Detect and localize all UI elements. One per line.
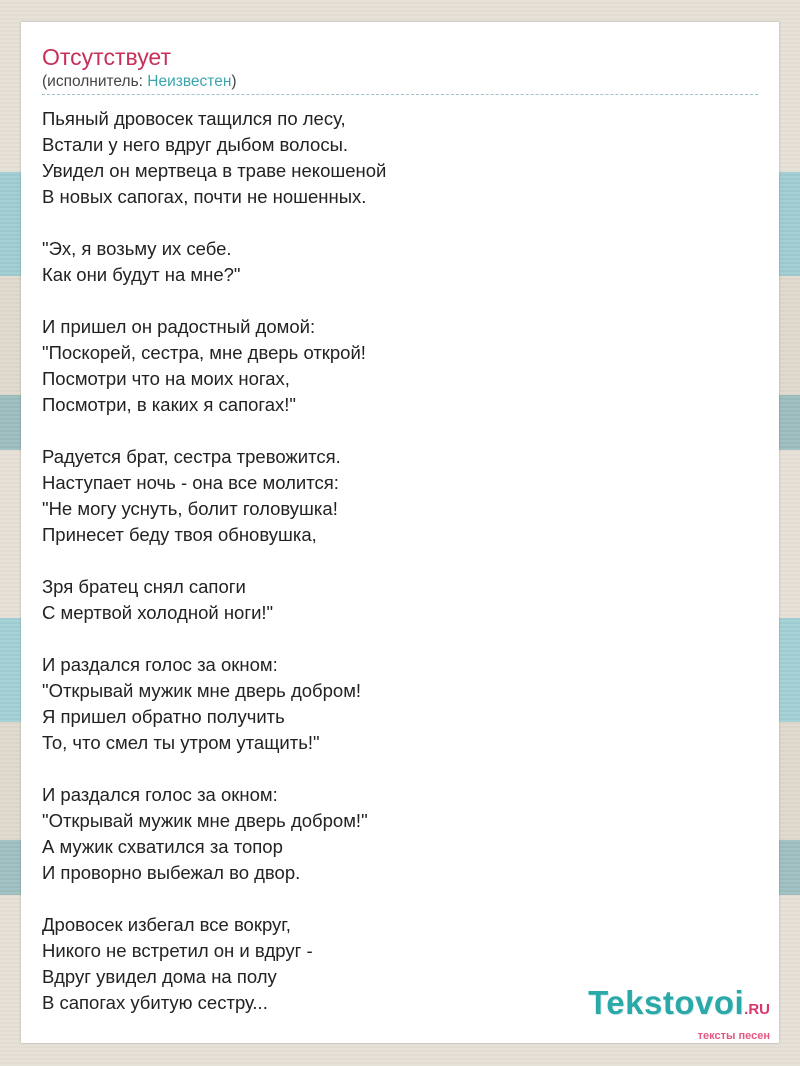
lyrics-stanza xyxy=(42,652,758,756)
lyrics-line: Увидел он мертвеца в траве некошеной xyxy=(42,160,387,181)
lyrics-line: "Открывай мужик мне дверь добром! xyxy=(42,680,362,701)
lyrics-line: В новых сапогах, почти не ношенных. xyxy=(42,186,367,207)
performer-line xyxy=(42,73,237,91)
lyrics-line: В сапогах убитую сестру... xyxy=(42,992,268,1013)
lyrics-line: Никого не встретил он и вдруг - xyxy=(42,940,313,961)
lyrics-line: "Открывай мужик мне дверь добром!" xyxy=(42,810,368,831)
lyrics-line: Принесет беду твоя обновушка, xyxy=(42,524,317,545)
lyrics-line: Вдруг увидел дома на полу xyxy=(42,966,277,987)
lyrics-line: Посмотри что на моих ногах, xyxy=(42,368,290,389)
lyrics-line: "Не могу уснуть, болит головушка! xyxy=(42,498,338,519)
lyrics-line: И раздался голос за окном: xyxy=(42,654,278,675)
lyrics-line: "Поскорей, сестра, мне дверь открой! xyxy=(42,342,366,363)
lyrics-line: И проворно выбежал во двор. xyxy=(42,862,301,883)
lyrics-stanza xyxy=(42,782,758,886)
lyrics-line: Я пришел обратно получить xyxy=(42,706,285,727)
logo-tagline: тексты песен xyxy=(697,1030,770,1042)
lyrics-line: Наступает ночь - она все молится: xyxy=(42,472,339,493)
song-title: Отсутствует xyxy=(42,44,171,70)
lyrics-line: Дровосек избегал все вокруг, xyxy=(42,914,291,935)
lyrics-stanza xyxy=(42,444,758,548)
title-divider xyxy=(42,94,758,95)
lyrics-line: С мертвой холодной ноги!" xyxy=(42,602,274,623)
logo-wordmark: Tekstovoi xyxy=(588,984,745,1021)
performer-prefix: (исполнитель: xyxy=(42,73,148,90)
lyrics-line: То, что смел ты утром утащить!" xyxy=(42,732,320,753)
lyrics-line: Зря братец снял сапоги xyxy=(42,576,246,597)
lyrics-line: И пришел он радостный домой: xyxy=(42,316,316,337)
lyrics-line: А мужик схватился за топор xyxy=(42,836,283,857)
lyrics-line: Как они будут на мне?" xyxy=(42,264,241,285)
lyrics-line: Встали у него вдруг дыбом волосы. xyxy=(42,134,349,155)
lyrics-line: Радуется брат, сестра тревожится. xyxy=(42,446,341,467)
lyrics-stanza xyxy=(42,314,758,418)
lyrics-stanza xyxy=(42,574,758,626)
lyrics-line: Пьяный дровосек тащился по лесу, xyxy=(42,108,346,129)
lyrics-card xyxy=(21,22,779,1043)
lyrics-line: Посмотри, в каких я сапогах!" xyxy=(42,394,296,415)
lyrics-stanza xyxy=(42,106,758,210)
logo-domain-suffix: .RU xyxy=(744,1001,770,1018)
lyrics-line: И раздался голос за окном: xyxy=(42,784,278,805)
site-logo[interactable] xyxy=(588,984,770,1022)
lyrics-text xyxy=(42,106,758,1042)
lyrics-line: "Эх, я возьму их себе. xyxy=(42,238,232,259)
lyrics-stanza xyxy=(42,236,758,288)
artist-link[interactable]: Неизвестен xyxy=(147,73,232,90)
performer-suffix: ) xyxy=(231,73,237,90)
